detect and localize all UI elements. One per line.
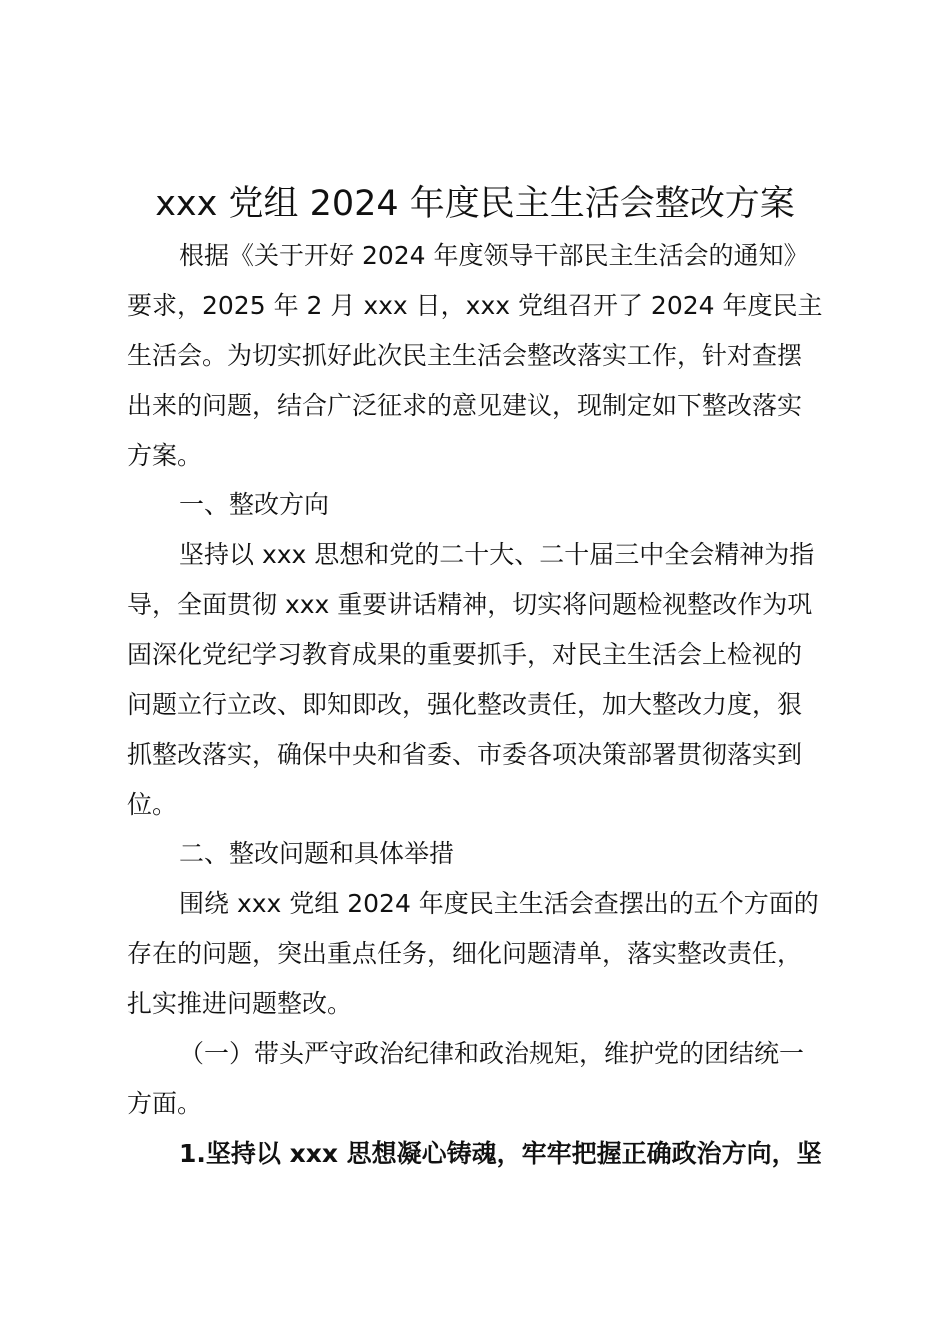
section1-heading-block: [127, 480, 847, 530]
section2-line: 围绕 xxx 党组 2024 年度民主生活会查摆出的五个方面的: [179, 889, 819, 918]
section1-paragraph: [127, 530, 847, 830]
intro-line: 根据《关于开好 2024 年度领导干部民主生活会的通知》: [179, 241, 809, 270]
section1-line: 抓整改落实，确保中央和省委、市委各项决策部署贯彻落实到: [127, 740, 803, 769]
section1-line: 导，全面贯彻 xxx 重要讲话精神，切实将问题检视整改作为巩: [127, 590, 813, 619]
section1-line: 固深化党纪学习教育成果的重要抓手，对民主生活会上检视的: [127, 640, 803, 669]
section1-heading: 一、整改方向: [179, 490, 330, 519]
section2-line: 存在的问题，突出重点任务，细化问题清单，落实整改责任，: [127, 939, 803, 968]
intro-line: 出来的问题，结合广泛征求的意见建议，现制定如下整改落实: [127, 391, 803, 420]
intro-line: 要求，2025 年 2 月 xxx 日，xxx 党组召开了 2024 年度民主: [127, 291, 823, 320]
intro-line: 生活会。为切实抓好此次民主生活会整改落实工作，针对查摆: [127, 341, 803, 370]
section1-line: 位。: [127, 790, 178, 819]
item1-heading-block: [127, 1129, 847, 1179]
subsection1-line: （一）带头严守政治纪律和政治规矩，维护党的团结统一: [179, 1039, 805, 1068]
section1-line: 问题立行立改、即知即改，强化整改责任，加大整改力度，狠: [127, 690, 803, 719]
section2-heading-block: [127, 829, 847, 879]
subsection1-line: 方面。: [127, 1089, 203, 1118]
item1-heading: 1.坚持以 xxx 思想凝心铸魂，牢牢把握正确政治方向，坚: [179, 1139, 822, 1168]
document-title: xxx 党组 2024 年度民主生活会整改方案: [155, 184, 795, 224]
section2-line: 扎实推进问题整改。: [127, 989, 353, 1018]
intro-paragraph: [127, 231, 847, 481]
section1-line: 坚持以 xxx 思想和党的二十大、二十届三中全会精神为指: [179, 540, 815, 569]
section2-paragraph: [127, 879, 847, 1029]
section2-heading: 二、整改问题和具体举措: [179, 839, 455, 868]
intro-line: 方案。: [127, 441, 203, 470]
subsection1-paragraph: [127, 1029, 847, 1129]
